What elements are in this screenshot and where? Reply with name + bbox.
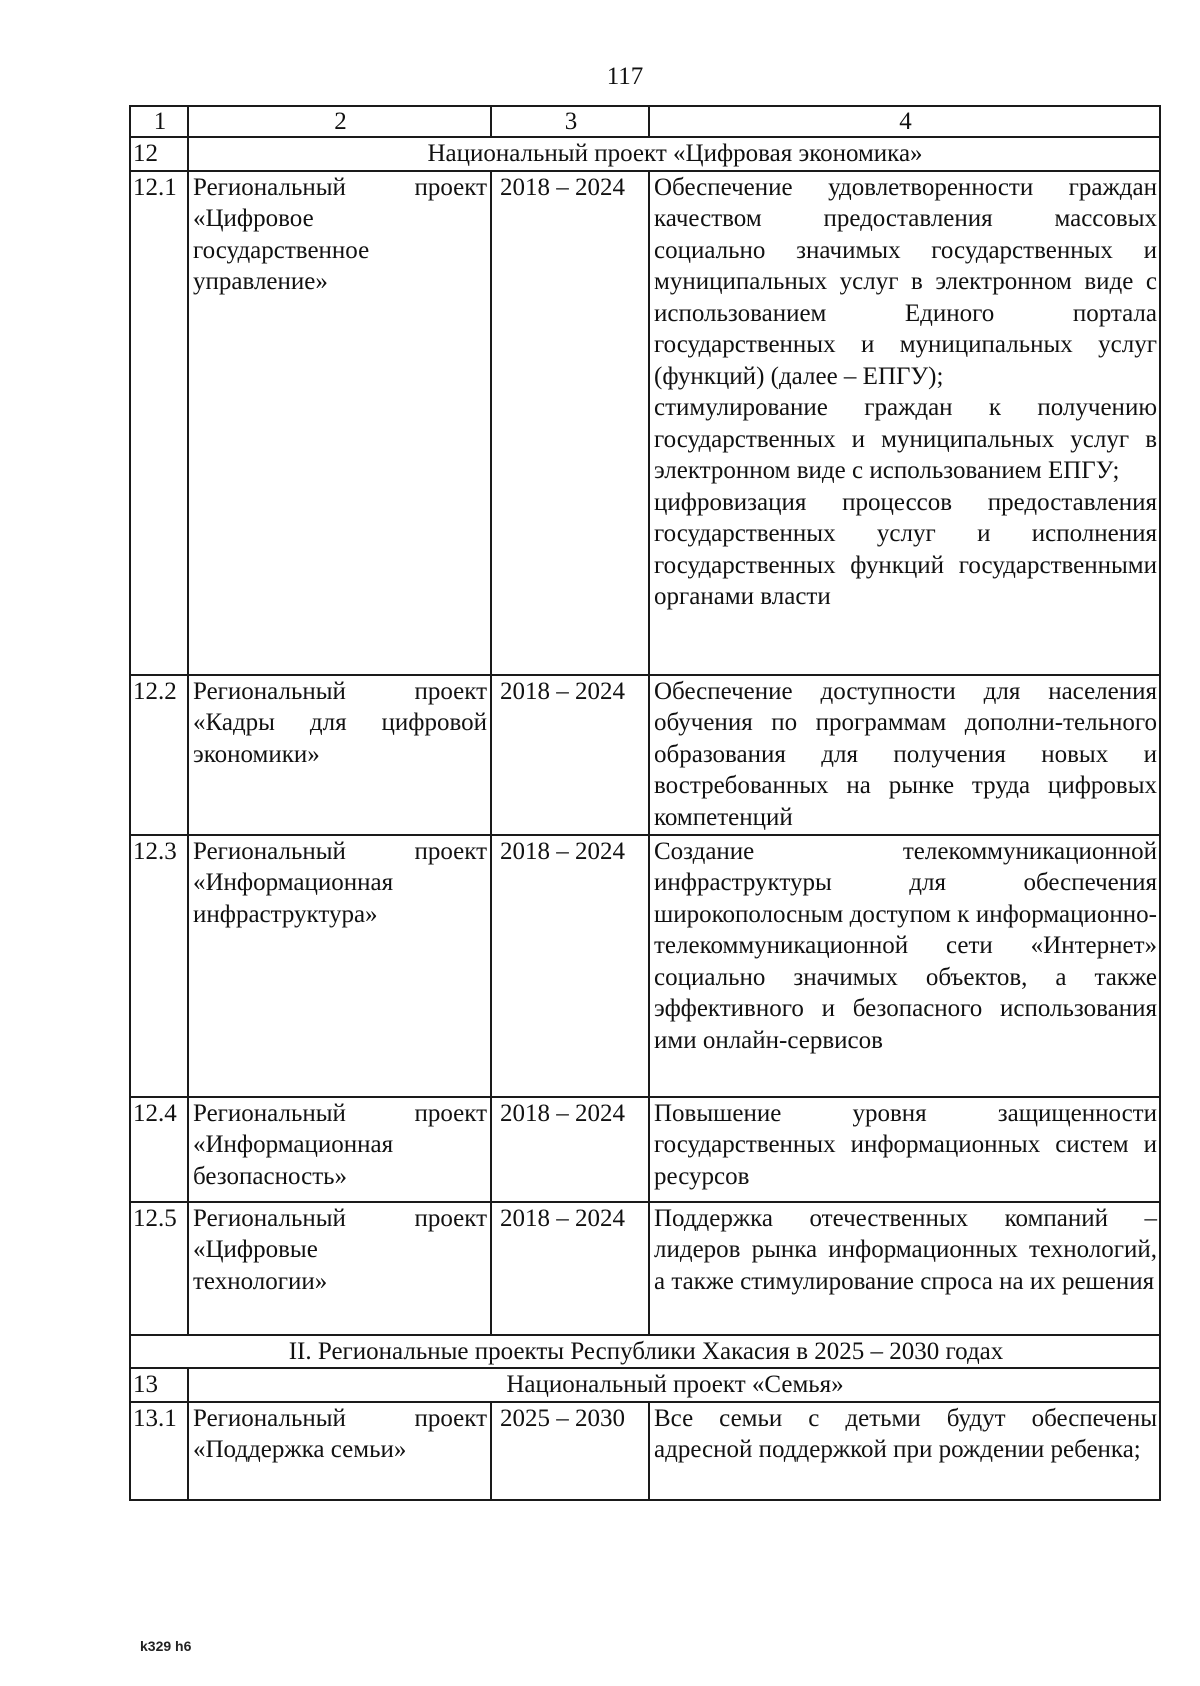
project-name-word: проект — [414, 837, 487, 865]
project-goals-cell — [649, 675, 1160, 835]
footer-code: k329 h6 — [140, 1638, 192, 1654]
project-name-cell — [188, 1097, 491, 1202]
project-goals-cell — [649, 1202, 1160, 1335]
project-name-word: Региональный — [193, 677, 346, 705]
section-title: Национальный проект «Цифровая экономика» — [188, 137, 1160, 171]
project-name: «Поддержка семьи» — [193, 1436, 407, 1463]
table-header-row — [130, 106, 1160, 137]
column-header-2: 2 — [188, 106, 491, 137]
project-name-cell — [188, 1402, 491, 1500]
part-two-row — [130, 1335, 1160, 1369]
project-period: 2018 – 2024 — [491, 1202, 649, 1335]
project-name-word: проект — [414, 1099, 487, 1127]
goal-text: Создание телекоммуникационной инфраструктуры для обеспечения широкополосным доступом к информационно-телекоммуникационной сети «Интернет» социально значимых объектов, а также эффективного и безопасного использования ими онлайн-сервисов — [654, 837, 1157, 1054]
table-row — [130, 171, 1160, 675]
goal-text: цифровизация процессов предоставления государственных услуг и исполнения государственных функций государственными органами власти — [654, 488, 1157, 610]
project-name: «Кадры для цифровой экономики» — [193, 709, 487, 768]
section-title: Национальный проект «Семья» — [188, 1368, 1160, 1402]
section-row-13 — [130, 1368, 1160, 1402]
column-header-4: 4 — [649, 106, 1160, 137]
project-name-word: проект — [414, 677, 487, 705]
section-number: 13 — [130, 1368, 188, 1402]
project-period: 2018 – 2024 — [491, 675, 649, 835]
project-goals-cell — [649, 1402, 1160, 1500]
project-name-cell — [188, 171, 491, 675]
projects-table — [129, 105, 1161, 1501]
project-name-word: проект — [414, 1204, 487, 1232]
project-name-word: Региональный — [193, 837, 346, 865]
project-name-word: проект — [414, 1404, 487, 1432]
column-header-3: 3 — [491, 106, 649, 137]
part-two-title: II. Региональные проекты Республики Хакасия в 2025 – 2030 годах — [130, 1335, 1160, 1369]
project-period: 2018 – 2024 — [491, 835, 649, 1097]
table-row — [130, 675, 1160, 835]
project-name-word: проект — [414, 173, 487, 201]
goal-text: Поддержка отечественных компаний – лидеров рынка информационных технологий, а также стимулирование спроса на их решения — [654, 1204, 1157, 1295]
row-number: 12.4 — [130, 1097, 188, 1202]
table-row — [130, 1097, 1160, 1202]
project-period: 2025 – 2030 — [491, 1402, 649, 1500]
goal-text: Повышение уровня защищенности государственных информационных систем и ресурсов — [654, 1099, 1157, 1190]
table-row — [130, 1402, 1160, 1500]
row-number: 13.1 — [130, 1402, 188, 1500]
project-name: «Информационная инфраструктура» — [193, 869, 394, 928]
project-name: «Цифровое государственное управление» — [193, 205, 370, 295]
column-header-1: 1 — [130, 106, 188, 137]
row-number: 12.3 — [130, 835, 188, 1097]
section-number: 12 — [130, 137, 188, 171]
project-name-cell — [188, 1202, 491, 1335]
goal-text: Все семьи с детьми будут обеспечены адресной поддержкой при рождении ребенка; — [654, 1404, 1157, 1463]
project-name-word: Региональный — [193, 173, 346, 201]
project-name: «Цифровые технологии» — [193, 1236, 328, 1295]
project-name: «Информационная безопасность» — [193, 1131, 394, 1190]
page-number: 117 — [606, 63, 644, 90]
table-row — [130, 835, 1160, 1097]
project-period: 2018 – 2024 — [491, 171, 649, 675]
row-number: 12.2 — [130, 675, 188, 835]
project-period: 2018 – 2024 — [491, 1097, 649, 1202]
table-row — [130, 1202, 1160, 1335]
row-number: 12.1 — [130, 171, 188, 675]
project-name-cell — [188, 835, 491, 1097]
goal-text: Обеспечение удовлетворенности граждан качеством предоставления массовых социально значимых государственных и муниципальных услуг в электронном виде с использованием Единого портала государственных и муниципальных услуг (функций) (далее – ЕПГУ); — [654, 173, 1157, 390]
goal-text: стимулирование граждан к получению государственных и муниципальных услуг в электронном виде с использованием ЕПГУ; — [654, 394, 1157, 484]
project-goals-cell — [649, 171, 1160, 675]
goal-text: Обеспечение доступности для населения обучения по программам дополни-тельного образования для получения новых и востребованных на рынке труда цифровых компетенций — [654, 677, 1157, 831]
project-name-word: Региональный — [193, 1099, 346, 1127]
section-row-12 — [130, 137, 1160, 171]
project-goals-cell — [649, 1097, 1160, 1202]
project-name-cell — [188, 675, 491, 835]
project-name-word: Региональный — [193, 1204, 346, 1232]
project-goals-cell — [649, 835, 1160, 1097]
project-name-word: Региональный — [193, 1404, 346, 1432]
row-number: 12.5 — [130, 1202, 188, 1335]
